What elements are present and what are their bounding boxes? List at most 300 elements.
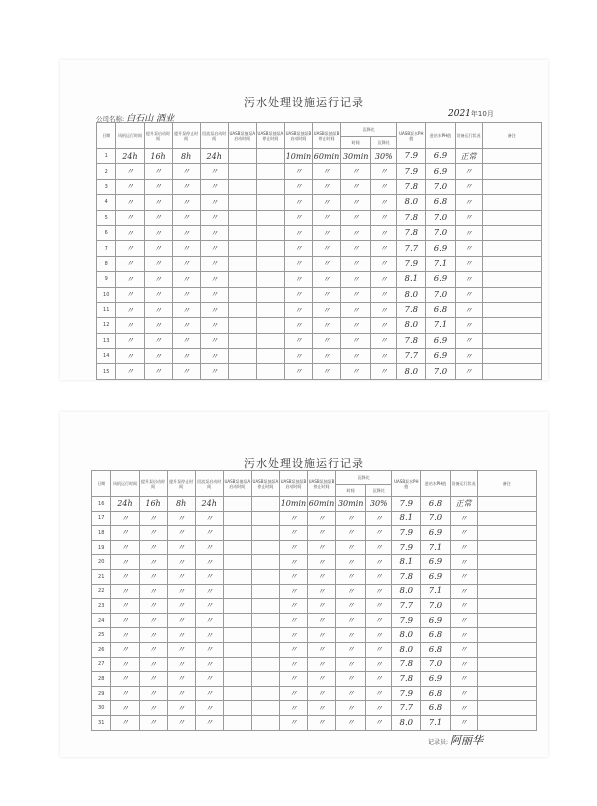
cell-t: 〃	[336, 540, 366, 555]
cell-b-on: 〃	[279, 613, 307, 628]
cell-lift-on: 〃	[139, 511, 167, 526]
header-cell: 设备运行状况	[450, 471, 477, 497]
date-cell: 14	[97, 349, 116, 364]
cell-ret: 〃	[195, 686, 223, 701]
cell-note	[477, 628, 536, 643]
cell-ret: 〃	[195, 613, 223, 628]
cell-t: 〃	[341, 272, 371, 287]
cell-note	[482, 302, 541, 317]
cell-lift-on: 〃	[139, 569, 167, 584]
cell-ret: 〃	[200, 287, 228, 302]
cell-a-on	[228, 210, 256, 225]
cell-a-on	[223, 497, 251, 512]
cell-b-on: 〃	[279, 672, 307, 687]
cell-note	[477, 613, 536, 628]
table-row	[97, 149, 542, 164]
header-cell: UASB泵抽泵A启动时间	[223, 471, 251, 497]
cell-st: 〃	[450, 657, 477, 672]
cell-t: 〃	[336, 686, 366, 701]
cell-a-off	[251, 701, 279, 716]
date-month: 年10月	[470, 110, 494, 118]
cell-fan: 〃	[116, 349, 144, 364]
cell-a-on	[228, 287, 256, 302]
cell-note	[477, 584, 536, 599]
table-row	[92, 628, 537, 643]
table-row	[97, 272, 542, 287]
cell-ph1: 7.8	[397, 210, 426, 225]
cell-b-off: 〃	[307, 613, 335, 628]
cell-b-on: 〃	[284, 302, 312, 317]
cell-st: 正常	[450, 497, 477, 512]
cell-ret: 〃	[195, 628, 223, 643]
cell-b-off: 〃	[312, 210, 340, 225]
cell-lift-off: 〃	[172, 364, 200, 379]
cell-a-off	[256, 318, 284, 333]
cell-ret: 〃	[200, 272, 228, 287]
cell-ph2: 6.9	[426, 333, 455, 348]
cell-ret: 〃	[195, 599, 223, 614]
cell-t: 〃	[336, 555, 366, 570]
cell-ph2: 6.8	[421, 701, 450, 716]
cell-st: 〃	[455, 225, 482, 240]
cell-note	[482, 149, 541, 164]
header-cell: 沉降比	[336, 471, 392, 485]
cell-t: 〃	[336, 672, 366, 687]
cell-ph2: 6.8	[426, 302, 455, 317]
date-cell: 5	[97, 210, 116, 225]
cell-a-off	[251, 657, 279, 672]
date-cell: 31	[92, 715, 111, 730]
cell-st: 〃	[455, 241, 482, 256]
subheader-cell: 沉降比	[371, 137, 397, 149]
date-cell: 20	[92, 555, 111, 570]
cell-a-off	[256, 333, 284, 348]
cell-a-off	[256, 241, 284, 256]
table-row	[92, 715, 537, 730]
cell-fan: 〃	[116, 272, 144, 287]
cell-r: 〃	[371, 225, 397, 240]
cell-fan: 〃	[111, 511, 139, 526]
cell-ph1: 8.0	[392, 584, 421, 599]
cell-ph1: 7.8	[392, 657, 421, 672]
cell-a-on	[223, 584, 251, 599]
cell-b-on: 〃	[284, 364, 312, 379]
cell-b-off: 〃	[312, 195, 340, 210]
cell-a-on	[228, 149, 256, 164]
cell-a-off	[251, 642, 279, 657]
cell-st: 〃	[450, 599, 477, 614]
cell-ph2: 6.9	[426, 272, 455, 287]
cell-lift-off: 〃	[167, 569, 195, 584]
cell-b-off: 〃	[307, 686, 335, 701]
cell-b-on: 〃	[279, 555, 307, 570]
table-body	[97, 149, 542, 380]
cell-lift-on: 〃	[139, 555, 167, 570]
cell-ret: 〃	[200, 210, 228, 225]
subheader-cell: 沉降比	[366, 485, 392, 497]
cell-ph1: 7.7	[397, 241, 426, 256]
table-row	[92, 569, 537, 584]
cell-ph1: 8.1	[397, 272, 426, 287]
cell-a-off	[251, 715, 279, 730]
cell-ret: 〃	[195, 511, 223, 526]
cell-fan: 24h	[111, 497, 139, 512]
cell-a-off	[256, 349, 284, 364]
header-cell: 回流泵启动时间	[195, 471, 223, 497]
cell-a-off	[256, 149, 284, 164]
cell-st: 〃	[455, 164, 482, 179]
cell-ph2: 6.9	[426, 149, 455, 164]
cell-a-on	[228, 225, 256, 240]
cell-st: 正常	[455, 149, 482, 164]
cell-b-off: 〃	[307, 555, 335, 570]
header-cell: 进站水PH值	[426, 123, 455, 149]
cell-a-off	[251, 540, 279, 555]
table-row	[92, 657, 537, 672]
cell-ph1: 7.9	[397, 256, 426, 271]
cell-lift-on: 〃	[139, 628, 167, 643]
recorder-line	[428, 732, 483, 748]
cell-t: 30min	[336, 497, 366, 512]
cell-fan: 〃	[111, 715, 139, 730]
cell-r: 〃	[366, 686, 392, 701]
cell-a-off	[251, 497, 279, 512]
cell-b-off: 〃	[307, 715, 335, 730]
date-cell: 6	[97, 225, 116, 240]
cell-ph2: 6.8	[421, 628, 450, 643]
cell-fan: 〃	[111, 540, 139, 555]
cell-t: 〃	[341, 195, 371, 210]
cell-r: 〃	[366, 540, 392, 555]
cell-ph1: 8.0	[397, 364, 426, 379]
cell-st: 〃	[455, 287, 482, 302]
cell-note	[482, 287, 541, 302]
cell-r: 〃	[366, 613, 392, 628]
cell-st: 〃	[455, 210, 482, 225]
cell-a-on	[223, 599, 251, 614]
cell-st: 〃	[450, 526, 477, 541]
table-row	[97, 302, 542, 317]
cell-ph2: 6.8	[426, 195, 455, 210]
cell-a-on	[223, 657, 251, 672]
cell-t: 〃	[336, 569, 366, 584]
cell-ph2: 7.0	[426, 179, 455, 194]
cell-t: 〃	[341, 225, 371, 240]
cell-fan: 〃	[116, 287, 144, 302]
cell-ph1: 8.1	[392, 555, 421, 570]
cell-ph1: 8.0	[397, 287, 426, 302]
cell-ph1: 7.9	[392, 613, 421, 628]
cell-ret: 〃	[200, 241, 228, 256]
header-cell: UASB泵抽泵A停止时间	[256, 123, 284, 149]
cell-ret: 〃	[200, 302, 228, 317]
cell-fan: 〃	[116, 333, 144, 348]
cell-ph1: 7.9	[392, 526, 421, 541]
cell-lift-on: 〃	[144, 225, 172, 240]
cell-fan: 〃	[111, 701, 139, 716]
cell-b-off: 〃	[312, 333, 340, 348]
cell-lift-on: 〃	[139, 599, 167, 614]
sheet-title: 污水处理设施运行记录	[244, 96, 364, 109]
cell-a-on	[223, 613, 251, 628]
cell-lift-off: 〃	[167, 628, 195, 643]
table-row	[92, 584, 537, 599]
table-row	[97, 195, 542, 210]
table-row	[97, 287, 542, 302]
cell-a-off	[256, 210, 284, 225]
cell-st: 〃	[450, 715, 477, 730]
cell-fan: 〃	[116, 364, 144, 379]
cell-st: 〃	[450, 569, 477, 584]
cell-lift-on: 〃	[144, 349, 172, 364]
cell-lift-off: 〃	[172, 210, 200, 225]
cell-ret: 〃	[200, 225, 228, 240]
cell-lift-off: 〃	[172, 179, 200, 194]
date-cell: 1	[97, 149, 116, 164]
cell-ph2: 7.0	[426, 225, 455, 240]
cell-t: 〃	[341, 164, 371, 179]
cell-lift-off: 〃	[167, 701, 195, 716]
cell-lift-off: 〃	[172, 302, 200, 317]
cell-fan: 〃	[111, 569, 139, 584]
cell-a-off	[251, 526, 279, 541]
cell-ph1: 7.8	[397, 225, 426, 240]
cell-a-on	[228, 302, 256, 317]
cell-r: 〃	[366, 657, 392, 672]
cell-r: 〃	[371, 241, 397, 256]
cell-lift-on: 〃	[139, 701, 167, 716]
cell-r: 〃	[366, 672, 392, 687]
cell-fan: 〃	[116, 318, 144, 333]
cell-b-on: 〃	[279, 715, 307, 730]
cell-b-off: 〃	[312, 364, 340, 379]
cell-st: 〃	[455, 195, 482, 210]
cell-lift-on: 〃	[139, 526, 167, 541]
cell-lift-on: 〃	[144, 318, 172, 333]
cell-ph1: 7.8	[397, 302, 426, 317]
cell-a-off	[256, 164, 284, 179]
cell-ret: 〃	[195, 672, 223, 687]
table-row	[97, 256, 542, 271]
cell-ret: 〃	[200, 333, 228, 348]
cell-t: 30min	[341, 149, 371, 164]
table-row	[92, 613, 537, 628]
company-label: 公司名称:	[96, 115, 125, 123]
cell-fan: 〃	[116, 302, 144, 317]
cell-b-on: 〃	[284, 349, 312, 364]
cell-ph1: 7.9	[392, 497, 421, 512]
cell-note	[477, 569, 536, 584]
cell-b-on: 〃	[284, 318, 312, 333]
cell-note	[477, 642, 536, 657]
date-cell: 27	[92, 657, 111, 672]
cell-st: 〃	[455, 302, 482, 317]
cell-b-off: 〃	[307, 569, 335, 584]
cell-ret: 〃	[195, 569, 223, 584]
cell-a-on	[223, 628, 251, 643]
cell-lift-off: 〃	[167, 613, 195, 628]
cell-b-on: 〃	[284, 287, 312, 302]
cell-ph2: 7.1	[421, 540, 450, 555]
cell-b-off: 〃	[307, 628, 335, 643]
cell-ph1: 7.9	[392, 686, 421, 701]
cell-lift-on: 〃	[144, 333, 172, 348]
cell-ph2: 7.1	[426, 318, 455, 333]
cell-ph2: 7.1	[421, 584, 450, 599]
cell-a-on	[228, 318, 256, 333]
cell-note	[482, 225, 541, 240]
cell-st: 〃	[455, 333, 482, 348]
cell-st: 〃	[455, 318, 482, 333]
header-cell: 提升泵启动时间	[139, 471, 167, 497]
header-cell: 风机运行时间	[116, 123, 144, 149]
date-cell: 10	[97, 287, 116, 302]
cell-fan: 〃	[116, 241, 144, 256]
cell-note	[482, 333, 541, 348]
cell-b-on: 10min	[284, 149, 312, 164]
cell-b-on: 〃	[284, 164, 312, 179]
cell-b-on: 〃	[284, 195, 312, 210]
cell-a-off	[251, 686, 279, 701]
cell-lift-on: 〃	[139, 642, 167, 657]
date-cell: 23	[92, 599, 111, 614]
date-cell: 30	[92, 701, 111, 716]
cell-lift-on: 16h	[144, 149, 172, 164]
record-sheet-2	[60, 412, 548, 757]
cell-ph1: 7.7	[392, 599, 421, 614]
cell-a-off	[256, 364, 284, 379]
cell-ph2: 7.1	[421, 715, 450, 730]
cell-note	[477, 526, 536, 541]
table-row	[97, 225, 542, 240]
cell-t: 〃	[341, 333, 371, 348]
cell-lift-on: 〃	[139, 540, 167, 555]
cell-fan: 〃	[111, 657, 139, 672]
date-cell: 17	[92, 511, 111, 526]
header-cell: 提升泵启动时间	[144, 123, 172, 149]
cell-lift-on: 〃	[144, 210, 172, 225]
cell-b-on: 〃	[279, 584, 307, 599]
cell-ret: 〃	[195, 540, 223, 555]
cell-t: 〃	[341, 349, 371, 364]
cell-ph1: 8.1	[392, 511, 421, 526]
cell-lift-off: 〃	[167, 686, 195, 701]
cell-r: 〃	[366, 555, 392, 570]
cell-t: 〃	[336, 526, 366, 541]
table-row	[92, 642, 537, 657]
date-cell: 4	[97, 195, 116, 210]
cell-ph1: 7.8	[392, 672, 421, 687]
cell-fan: 〃	[111, 599, 139, 614]
cell-a-off	[251, 584, 279, 599]
cell-note	[482, 241, 541, 256]
cell-b-off: 〃	[312, 302, 340, 317]
cell-ph1: 7.9	[397, 149, 426, 164]
cell-st: 〃	[455, 349, 482, 364]
cell-a-on	[228, 349, 256, 364]
cell-ph1: 7.8	[392, 569, 421, 584]
cell-lift-on: 〃	[139, 686, 167, 701]
table-row	[97, 179, 542, 194]
table-row	[97, 210, 542, 225]
cell-b-on: 〃	[279, 628, 307, 643]
cell-r: 〃	[371, 179, 397, 194]
cell-t: 〃	[336, 657, 366, 672]
header-cell: 日期	[97, 123, 116, 149]
cell-st: 〃	[450, 642, 477, 657]
table-row	[97, 164, 542, 179]
cell-fan: 〃	[111, 584, 139, 599]
date-cell: 18	[92, 526, 111, 541]
cell-t: 〃	[336, 642, 366, 657]
cell-lift-off: 〃	[167, 526, 195, 541]
cell-st: 〃	[450, 672, 477, 687]
table-row	[97, 333, 542, 348]
cell-ph1: 7.8	[397, 333, 426, 348]
cell-ph1: 7.7	[397, 349, 426, 364]
cell-t: 〃	[336, 701, 366, 716]
record-table	[91, 470, 537, 731]
cell-ret: 〃	[195, 715, 223, 730]
cell-ph2: 6.9	[421, 526, 450, 541]
cell-fan: 〃	[111, 642, 139, 657]
cell-fan: 〃	[116, 225, 144, 240]
cell-fan: 〃	[116, 164, 144, 179]
cell-fan: 〃	[111, 628, 139, 643]
cell-st: 〃	[455, 272, 482, 287]
cell-ph2: 6.8	[421, 642, 450, 657]
cell-r: 〃	[371, 287, 397, 302]
cell-ph1: 7.7	[392, 701, 421, 716]
cell-ret: 〃	[195, 701, 223, 716]
cell-lift-on: 〃	[144, 164, 172, 179]
cell-fan: 〃	[116, 179, 144, 194]
cell-t: 〃	[341, 241, 371, 256]
cell-a-on	[228, 164, 256, 179]
cell-a-on	[228, 256, 256, 271]
cell-ret: 〃	[200, 195, 228, 210]
cell-st: 〃	[450, 540, 477, 555]
cell-note	[477, 497, 536, 512]
cell-st: 〃	[455, 256, 482, 271]
date-cell: 7	[97, 241, 116, 256]
cell-ph2: 6.9	[421, 613, 450, 628]
cell-note	[482, 210, 541, 225]
cell-a-on	[228, 195, 256, 210]
cell-ret: 〃	[200, 349, 228, 364]
cell-r: 〃	[366, 584, 392, 599]
cell-b-on: 〃	[284, 225, 312, 240]
cell-t: 〃	[336, 628, 366, 643]
cell-lift-off: 〃	[172, 225, 200, 240]
header-cell: UASB泵抽泵B启动时间	[279, 471, 307, 497]
cell-fan: 〃	[116, 256, 144, 271]
cell-ph1: 7.9	[392, 540, 421, 555]
cell-note	[477, 672, 536, 687]
date-cell: 16	[92, 497, 111, 512]
cell-r: 30%	[366, 497, 392, 512]
cell-t: 〃	[341, 318, 371, 333]
table-row	[97, 241, 542, 256]
cell-a-off	[256, 225, 284, 240]
header-cell: UASB泵抽泵B启动时间	[284, 123, 312, 149]
cell-b-off: 〃	[307, 657, 335, 672]
date-cell: 13	[97, 333, 116, 348]
cell-st: 〃	[450, 701, 477, 716]
cell-ph2: 6.9	[426, 164, 455, 179]
cell-ret: 〃	[195, 555, 223, 570]
cell-a-on	[228, 179, 256, 194]
